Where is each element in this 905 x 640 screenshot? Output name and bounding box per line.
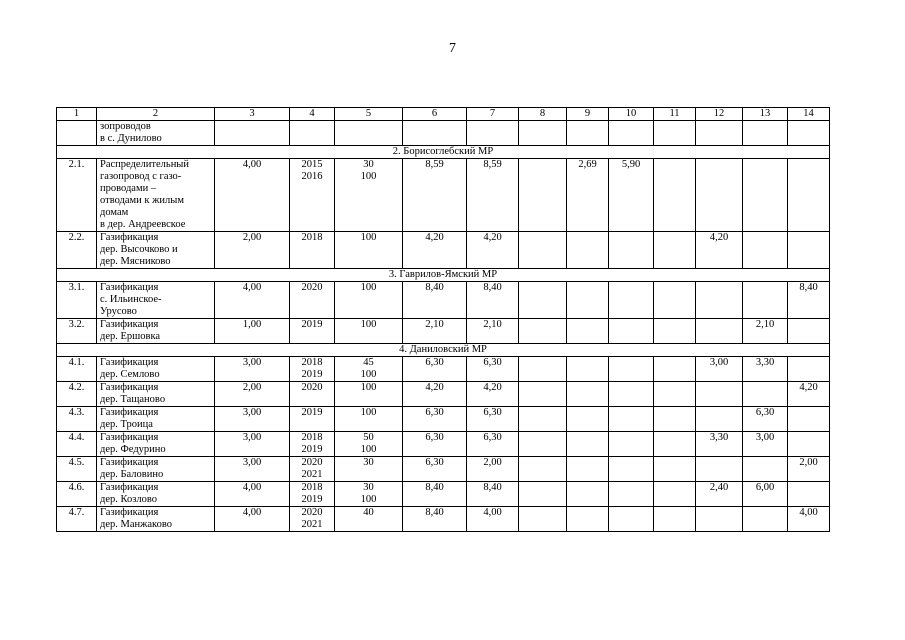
value-cell-c7: 8,40	[467, 282, 519, 319]
value-cell-c6: 4,20	[403, 232, 467, 269]
object-name-line: дер. Семлово	[100, 369, 160, 380]
column-number: 6	[403, 108, 467, 121]
value-cell-c6: 6,30	[403, 457, 467, 482]
row-number-cell: 4.7.	[57, 507, 97, 532]
value-cell-c12: 2,40	[696, 482, 743, 507]
value-cell-c10	[609, 319, 654, 344]
percent-line: 100	[360, 282, 377, 293]
table-row	[57, 357, 830, 382]
value-cell-c10	[609, 232, 654, 269]
object-name-line: Газификация	[100, 432, 159, 443]
years-cell	[290, 507, 335, 532]
value-cell-c9: 2,69	[567, 159, 609, 232]
table-row	[57, 407, 830, 432]
row-number-cell: 4.2.	[57, 382, 97, 407]
value-cell-c10	[609, 432, 654, 457]
value-cell-c14	[788, 432, 830, 457]
year-line: 2015	[301, 159, 323, 170]
years-cell	[290, 432, 335, 457]
object-name-cell	[97, 457, 215, 482]
value-cell-c12	[696, 319, 743, 344]
column-number: 9	[567, 108, 609, 121]
percent-cell	[335, 319, 403, 344]
years-cell	[290, 407, 335, 432]
row-number-cell: 2.1.	[57, 159, 97, 232]
years-cell	[290, 357, 335, 382]
object-name-line: Урусово	[100, 306, 137, 317]
column-number: 13	[743, 108, 788, 121]
years-cell	[290, 482, 335, 507]
percent-line: 30	[363, 159, 374, 170]
years-cell	[290, 382, 335, 407]
section-header-row	[57, 344, 830, 357]
percent-line: 100	[360, 407, 377, 418]
object-name-line: с. Ильинское-	[100, 294, 162, 305]
value-cell-c9	[567, 232, 609, 269]
value-cell-c11	[654, 382, 696, 407]
years-cell	[290, 282, 335, 319]
row-number-cell: 2.2.	[57, 232, 97, 269]
object-name-cell	[97, 482, 215, 507]
percent-line: 100	[360, 494, 377, 505]
value-cell-c7: 6,30	[467, 432, 519, 457]
value-cell-c11	[654, 159, 696, 232]
year-line: 2021	[301, 519, 323, 530]
value-cell-c13	[743, 507, 788, 532]
year-line: 2020	[301, 457, 323, 468]
object-name-cell	[97, 282, 215, 319]
object-name-cell	[97, 357, 215, 382]
value-cell-c6: 6,30	[403, 357, 467, 382]
value-cell-c9	[567, 382, 609, 407]
table-body	[57, 108, 830, 532]
value-cell-c13: 2,10	[743, 319, 788, 344]
row-number-cell	[57, 121, 97, 146]
year-line: 2020	[301, 507, 323, 518]
year-line: 2021	[301, 469, 323, 480]
percent-line: 50	[363, 432, 374, 443]
object-name-line: дер. Троица	[100, 419, 153, 430]
year-line: 2016	[301, 171, 323, 182]
gasification-table	[56, 107, 830, 532]
object-name-line: Газификация	[100, 232, 159, 243]
years-cell	[290, 319, 335, 344]
table-row	[57, 382, 830, 407]
value-cell-c14: 4,20	[788, 382, 830, 407]
row-number-cell: 4.4.	[57, 432, 97, 457]
value-cell-c13: 6,30	[743, 407, 788, 432]
value-cell-c9	[567, 407, 609, 432]
value-cell-c6: 8,40	[403, 282, 467, 319]
value-cell-c8	[519, 159, 567, 232]
value-cell-c6: 8,40	[403, 507, 467, 532]
column-number: 7	[467, 108, 519, 121]
value-cell-c12	[696, 507, 743, 532]
percent-line: 100	[360, 171, 377, 182]
value-cell-c11	[654, 357, 696, 382]
value-cell-c8	[519, 482, 567, 507]
value-cell-c9	[567, 319, 609, 344]
value-cell-c7: 6,30	[467, 407, 519, 432]
length-cell: 2,00	[215, 232, 290, 269]
table-row	[57, 319, 830, 344]
value-cell-c6: 8,59	[403, 159, 467, 232]
value-cell-c8	[519, 407, 567, 432]
object-name-line: домам	[100, 207, 129, 218]
value-cell-c13	[743, 457, 788, 482]
empty-cell	[743, 121, 788, 146]
object-name-line: Газификация	[100, 507, 159, 518]
year-line: 2018	[301, 432, 323, 443]
column-number: 12	[696, 108, 743, 121]
object-name-line: дер. Федурино	[100, 444, 166, 455]
value-cell-c10	[609, 507, 654, 532]
value-cell-c14	[788, 482, 830, 507]
continuation-row	[57, 121, 830, 146]
value-cell-c12	[696, 382, 743, 407]
object-name-line: дер. Тащаново	[100, 394, 166, 405]
table-row	[57, 482, 830, 507]
value-cell-c9	[567, 507, 609, 532]
object-name-line: Газификация	[100, 407, 159, 418]
value-cell-c7: 2,00	[467, 457, 519, 482]
value-cell-c12	[696, 282, 743, 319]
value-cell-c8	[519, 282, 567, 319]
value-cell-c6: 4,20	[403, 382, 467, 407]
value-cell-c11	[654, 319, 696, 344]
table-row	[57, 282, 830, 319]
year-line: 2019	[301, 369, 323, 380]
value-cell-c13	[743, 382, 788, 407]
value-cell-c14	[788, 319, 830, 344]
object-name-cell	[97, 507, 215, 532]
percent-cell	[335, 382, 403, 407]
value-cell-c8	[519, 319, 567, 344]
percent-line: 30	[363, 482, 374, 493]
value-cell-c7: 4,20	[467, 232, 519, 269]
object-name-line: газопровод с газо-	[100, 171, 182, 182]
value-cell-c12: 4,20	[696, 232, 743, 269]
section-title: 3. Гаврилов-Ямский МР	[57, 269, 830, 282]
object-name-line: дер. Манжаково	[100, 519, 172, 530]
value-cell-c6: 6,30	[403, 432, 467, 457]
length-cell: 3,00	[215, 457, 290, 482]
row-number-cell: 4.3.	[57, 407, 97, 432]
row-number-cell: 3.1.	[57, 282, 97, 319]
object-name-cell	[97, 159, 215, 232]
value-cell-c13: 3,30	[743, 357, 788, 382]
table-row	[57, 432, 830, 457]
value-cell-c6: 8,40	[403, 482, 467, 507]
value-cell-c11	[654, 282, 696, 319]
empty-cell	[788, 121, 830, 146]
empty-cell	[696, 121, 743, 146]
object-name-line: Газификация	[100, 457, 159, 468]
percent-cell	[335, 457, 403, 482]
section-header-row	[57, 146, 830, 159]
object-name-line: в дер. Андреевское	[100, 219, 186, 230]
years-cell	[290, 457, 335, 482]
value-cell-c11	[654, 232, 696, 269]
value-cell-c11	[654, 482, 696, 507]
percent-line: 45	[363, 357, 374, 368]
percent-cell	[335, 432, 403, 457]
object-name-cell	[97, 432, 215, 457]
value-cell-c10	[609, 457, 654, 482]
object-name-line: Газификация	[100, 382, 159, 393]
year-line: 2019	[301, 319, 323, 330]
value-cell-c9	[567, 282, 609, 319]
value-cell-c13	[743, 159, 788, 232]
value-cell-c14: 4,00	[788, 507, 830, 532]
empty-cell	[215, 121, 290, 146]
table-row	[57, 159, 830, 232]
value-cell-c7: 4,20	[467, 382, 519, 407]
value-cell-c10: 5,90	[609, 159, 654, 232]
percent-line: 40	[363, 507, 374, 518]
empty-cell	[290, 121, 335, 146]
percent-line: 100	[360, 319, 377, 330]
object-name-cell	[97, 319, 215, 344]
column-number: 1	[57, 108, 97, 121]
section-header-row	[57, 269, 830, 282]
length-cell: 2,00	[215, 382, 290, 407]
percent-line: 100	[360, 232, 377, 243]
value-cell-c8	[519, 382, 567, 407]
percent-cell	[335, 232, 403, 269]
year-line: 2019	[301, 407, 323, 418]
percent-cell	[335, 482, 403, 507]
year-line: 2018	[301, 232, 323, 243]
year-line: 2020	[301, 282, 323, 293]
empty-cell	[567, 121, 609, 146]
percent-cell	[335, 357, 403, 382]
column-number: 8	[519, 108, 567, 121]
value-cell-c14	[788, 407, 830, 432]
empty-cell	[609, 121, 654, 146]
percent-cell	[335, 282, 403, 319]
value-cell-c7: 8,40	[467, 482, 519, 507]
years-cell	[290, 232, 335, 269]
value-cell-c8	[519, 507, 567, 532]
object-name-line: Газификация	[100, 357, 159, 368]
length-cell: 3,00	[215, 432, 290, 457]
value-cell-c13: 3,00	[743, 432, 788, 457]
column-number: 10	[609, 108, 654, 121]
empty-cell	[654, 121, 696, 146]
length-cell: 4,00	[215, 482, 290, 507]
year-line: 2018	[301, 357, 323, 368]
length-cell: 4,00	[215, 159, 290, 232]
page-number: 7	[449, 41, 456, 56]
object-name-line: в с. Дунилово	[100, 133, 162, 144]
length-cell: 3,00	[215, 407, 290, 432]
value-cell-c14: 2,00	[788, 457, 830, 482]
value-cell-c8	[519, 457, 567, 482]
value-cell-c10	[609, 482, 654, 507]
value-cell-c12	[696, 159, 743, 232]
section-title: 2. Борисоглебский МР	[57, 146, 830, 159]
empty-cell	[519, 121, 567, 146]
value-cell-c14	[788, 159, 830, 232]
object-name-line: Газификация	[100, 482, 159, 493]
object-name-cell	[97, 407, 215, 432]
value-cell-c11	[654, 432, 696, 457]
year-line: 2020	[301, 382, 323, 393]
object-name-line: Газификация	[100, 319, 159, 330]
row-number-cell: 4.1.	[57, 357, 97, 382]
value-cell-c9	[567, 482, 609, 507]
column-number: 11	[654, 108, 696, 121]
column-number: 3	[215, 108, 290, 121]
object-name-line: дер. Баловино	[100, 469, 164, 480]
value-cell-c12: 3,00	[696, 357, 743, 382]
year-line: 2019	[301, 494, 323, 505]
column-number: 4	[290, 108, 335, 121]
value-cell-c13	[743, 282, 788, 319]
column-number: 5	[335, 108, 403, 121]
percent-line: 30	[363, 457, 374, 468]
value-cell-c13: 6,00	[743, 482, 788, 507]
value-cell-c14	[788, 357, 830, 382]
year-line: 2018	[301, 482, 323, 493]
percent-line: 100	[360, 382, 377, 393]
value-cell-c9	[567, 457, 609, 482]
value-cell-c8	[519, 357, 567, 382]
value-cell-c10	[609, 407, 654, 432]
percent-cell	[335, 507, 403, 532]
object-name-line: отводами к жилым	[100, 195, 184, 206]
column-number: 14	[788, 108, 830, 121]
value-cell-c7: 4,00	[467, 507, 519, 532]
object-name-line: дер. Высочково и	[100, 244, 178, 255]
table-row	[57, 457, 830, 482]
header-row	[57, 108, 830, 121]
percent-cell	[335, 407, 403, 432]
column-number: 2	[97, 108, 215, 121]
value-cell-c11	[654, 457, 696, 482]
value-cell-c8	[519, 432, 567, 457]
value-cell-c14: 8,40	[788, 282, 830, 319]
object-name-line: дер. Ершовка	[100, 331, 161, 342]
value-cell-c14	[788, 232, 830, 269]
value-cell-c12	[696, 407, 743, 432]
value-cell-c10	[609, 357, 654, 382]
row-number-cell: 4.5.	[57, 457, 97, 482]
empty-cell	[467, 121, 519, 146]
object-name-cell	[97, 382, 215, 407]
object-name-line: Распределительный	[100, 159, 189, 170]
object-name-line: дер. Козлово	[100, 494, 158, 505]
value-cell-c6: 2,10	[403, 319, 467, 344]
object-name-cell	[97, 232, 215, 269]
object-name-line: проводами –	[100, 183, 157, 194]
object-name-cell	[97, 121, 215, 146]
percent-line: 100	[360, 369, 377, 380]
object-name-line: зопроводов	[100, 121, 151, 132]
row-number-cell: 3.2.	[57, 319, 97, 344]
length-cell: 4,00	[215, 507, 290, 532]
length-cell: 1,00	[215, 319, 290, 344]
value-cell-c9	[567, 432, 609, 457]
table-row	[57, 507, 830, 532]
object-name-line: Газификация	[100, 282, 159, 293]
value-cell-c8	[519, 232, 567, 269]
length-cell: 4,00	[215, 282, 290, 319]
empty-cell	[335, 121, 403, 146]
value-cell-c7: 2,10	[467, 319, 519, 344]
years-cell	[290, 159, 335, 232]
year-line: 2019	[301, 444, 323, 455]
percent-line: 100	[360, 444, 377, 455]
value-cell-c6: 6,30	[403, 407, 467, 432]
value-cell-c12: 3,30	[696, 432, 743, 457]
length-cell: 3,00	[215, 357, 290, 382]
empty-cell	[403, 121, 467, 146]
value-cell-c7: 6,30	[467, 357, 519, 382]
object-name-line: дер. Мясниково	[100, 256, 171, 267]
row-number-cell: 4.6.	[57, 482, 97, 507]
value-cell-c11	[654, 507, 696, 532]
value-cell-c10	[609, 382, 654, 407]
value-cell-c7: 8,59	[467, 159, 519, 232]
section-title: 4. Даниловский МР	[57, 344, 830, 357]
value-cell-c11	[654, 407, 696, 432]
value-cell-c13	[743, 232, 788, 269]
value-cell-c10	[609, 282, 654, 319]
value-cell-c9	[567, 357, 609, 382]
value-cell-c12	[696, 457, 743, 482]
table-row	[57, 232, 830, 269]
percent-cell	[335, 159, 403, 232]
